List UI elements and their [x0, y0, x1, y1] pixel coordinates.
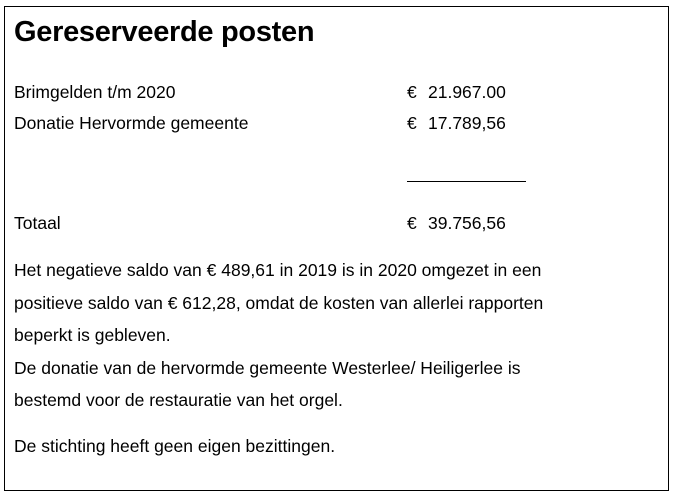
entry-row-donatie — [14, 110, 574, 136]
closing-paragraph — [14, 430, 659, 463]
entry-label: Donatie Hervormde gemeente — [14, 113, 249, 133]
currency-symbol: € — [407, 213, 417, 233]
entry-label: Brimgelden t/m 2020 — [14, 82, 176, 102]
closing-line: De stichting heeft geen eigen bezittingen. — [14, 436, 336, 456]
total-amount — [407, 210, 506, 236]
amount-value: 39.756,56 — [428, 213, 506, 233]
total-row — [14, 210, 574, 236]
paragraph-line: bestemd voor de restauratie van het orgel. — [14, 390, 343, 410]
entry-amount — [407, 110, 506, 136]
paragraph-line: De donatie van de hervormde gemeente Westerlee/ Heiligerlee is — [14, 357, 521, 378]
entry-amount — [407, 79, 506, 105]
paragraph-line: beperkt is gebleven. — [14, 325, 171, 345]
explanation-paragraph — [14, 254, 659, 417]
entry-row-brimgelden — [14, 79, 574, 105]
amount-value: 17.789,56 — [428, 113, 506, 133]
document-title: Gereserveerde posten — [14, 16, 315, 48]
amount-value: 21.967.00 — [428, 82, 506, 102]
total-label: Totaal — [14, 213, 61, 233]
sum-divider-line — [407, 181, 526, 182]
currency-symbol: € — [407, 113, 417, 133]
paragraph-line: Het negatieve saldo van € 489,61 in 2019 is in 2020 omgezet in een — [14, 260, 542, 280]
currency-symbol: € — [407, 82, 417, 102]
paragraph-line: positieve saldo van € 612,28, omdat de kosten van allerlei rapporten — [14, 292, 544, 313]
